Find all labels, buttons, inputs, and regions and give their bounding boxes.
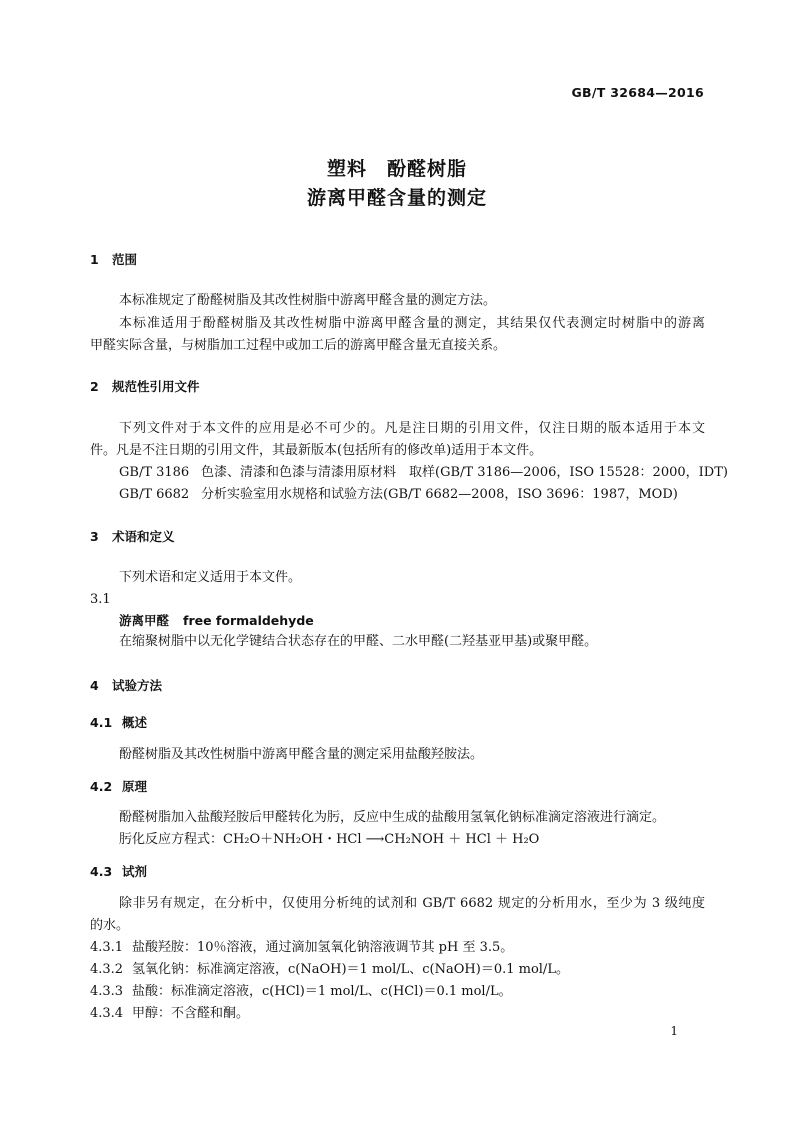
subsection-title: 概述 bbox=[122, 715, 148, 730]
section-4-2-heading bbox=[90, 778, 147, 796]
section-number: 3 bbox=[90, 529, 99, 544]
term-number: 3.1 bbox=[90, 592, 111, 607]
section-2-heading bbox=[90, 378, 200, 396]
subsection-number: 4.3 bbox=[90, 864, 113, 879]
section-4-3-heading bbox=[90, 863, 147, 881]
section-1-paragraph-1: 本标准规定了酚醛树脂及其改性树脂中游离甲醛含量的测定方法。 bbox=[119, 293, 497, 308]
section-title: 范围 bbox=[112, 252, 138, 267]
normative-reference-2 bbox=[119, 486, 678, 504]
reagent-item bbox=[90, 983, 512, 1001]
section-title: 规范性引用文件 bbox=[112, 379, 200, 394]
item-number: 4.3.2 bbox=[90, 962, 124, 977]
section-3-heading bbox=[90, 528, 175, 546]
section-4-1-paragraph: 酚醛树脂及其改性树脂中游离甲醛含量的测定采用盐酸羟胺法。 bbox=[119, 747, 484, 762]
section-4-3-paragraph-1b: 的水。 bbox=[90, 918, 130, 933]
standard-code: GB/T 32684—2016 bbox=[571, 85, 704, 100]
section-2-paragraph-1b: 件。凡是不注日期的引用文件，其最新版本(包括所有的修改单)适用于本文件。 bbox=[90, 443, 543, 458]
reagent-item bbox=[90, 1005, 249, 1023]
item-text: 氢氧化钠：标准滴定溶液，c(NaOH)＝1 mol/L、c(NaOH)＝0.1 mol/L。 bbox=[132, 962, 569, 977]
section-4-2-paragraph-1: 酚醛树脂加入盐酸羟胺后甲醛转化为肟，反应中生成的盐酸用氢氧化钠标准滴定溶液进行滴定。 bbox=[119, 810, 666, 825]
section-4-1-heading bbox=[90, 714, 147, 732]
reference-code: GB/T 3186 bbox=[119, 465, 190, 480]
section-4-heading bbox=[90, 677, 162, 695]
item-text: 甲醇：不含醛和酮。 bbox=[132, 1006, 250, 1021]
term-chinese: 游离甲醛 bbox=[119, 613, 170, 628]
section-title: 术语和定义 bbox=[112, 529, 175, 544]
reagent-item bbox=[90, 939, 513, 957]
item-number: 4.3.3 bbox=[90, 984, 124, 999]
term-entry bbox=[119, 612, 314, 631]
term-english: free formaldehyde bbox=[183, 613, 314, 628]
section-3-paragraph-1: 下列术语和定义适用于本文件。 bbox=[119, 570, 302, 585]
reagent-item bbox=[90, 961, 569, 979]
normative-reference-1 bbox=[119, 464, 728, 482]
term-definition: 在缩聚树脂中以无化学键结合状态存在的甲醛、二水甲醛(二羟基亚甲基)或聚甲醛。 bbox=[119, 634, 598, 649]
section-4-3-paragraph-1a: 除非另有规定，在分析中，仅使用分析纯的试剂和 GB/T 6682 规定的分析用水，至少为 3 级纯度 bbox=[119, 896, 705, 911]
title-line-1: 塑料 酚醛树脂 bbox=[326, 158, 467, 180]
item-number: 4.3.4 bbox=[90, 1006, 124, 1021]
subsection-number: 4.2 bbox=[90, 779, 113, 794]
item-number: 4.3.1 bbox=[90, 940, 124, 955]
reference-title: 色漆、清漆和色漆与清漆用原材料 取样(GB/T 3186—2006，ISO 15528：2000，IDT) bbox=[201, 465, 728, 480]
section-1-paragraph-2a: 本标准适用于酚醛树脂及其改性树脂中游离甲醛含量的测定，其结果仅代表测定时树脂中的游离 bbox=[119, 316, 705, 331]
item-text: 盐酸：标准滴定溶液，c(HCl)＝1 mol/L、c(HCl)＝0.1 mol/L。 bbox=[132, 984, 512, 999]
section-number: 2 bbox=[90, 379, 99, 394]
item-text: 盐酸羟胺：10％溶液，通过滴加氢氧化钠溶液调节其 pH 至 3.5。 bbox=[132, 940, 514, 955]
page-number: 1 bbox=[670, 1024, 678, 1038]
title-line-2: 游离甲醛含量的测定 bbox=[306, 187, 487, 209]
reaction-equation: 肟化反应方程式：CH₂O＋NH₂OH・HCl ⟶CH₂NOH ＋ HCl ＋ H₂O bbox=[119, 832, 540, 847]
section-number: 4 bbox=[90, 678, 99, 693]
subsection-title: 试剂 bbox=[122, 864, 148, 879]
reference-code: GB/T 6682 bbox=[119, 487, 190, 502]
section-1-heading bbox=[90, 251, 137, 269]
subsection-number: 4.1 bbox=[90, 715, 113, 730]
section-title: 试验方法 bbox=[112, 678, 163, 693]
section-1-paragraph-2b: 甲醛实际含量，与树脂加工过程中或加工后的游离甲醛含量无直接关系。 bbox=[90, 338, 507, 353]
reference-title: 分析实验室用水规格和试验方法(GB/T 6682—2008，ISO 3696：1987，MOD) bbox=[201, 487, 678, 502]
section-2-paragraph-1a: 下列文件对于本文件的应用是必不可少的。凡是注日期的引用文件，仅注日期的版本适用于本文 bbox=[119, 421, 705, 436]
subsection-title: 原理 bbox=[122, 779, 148, 794]
section-number: 1 bbox=[90, 252, 99, 267]
